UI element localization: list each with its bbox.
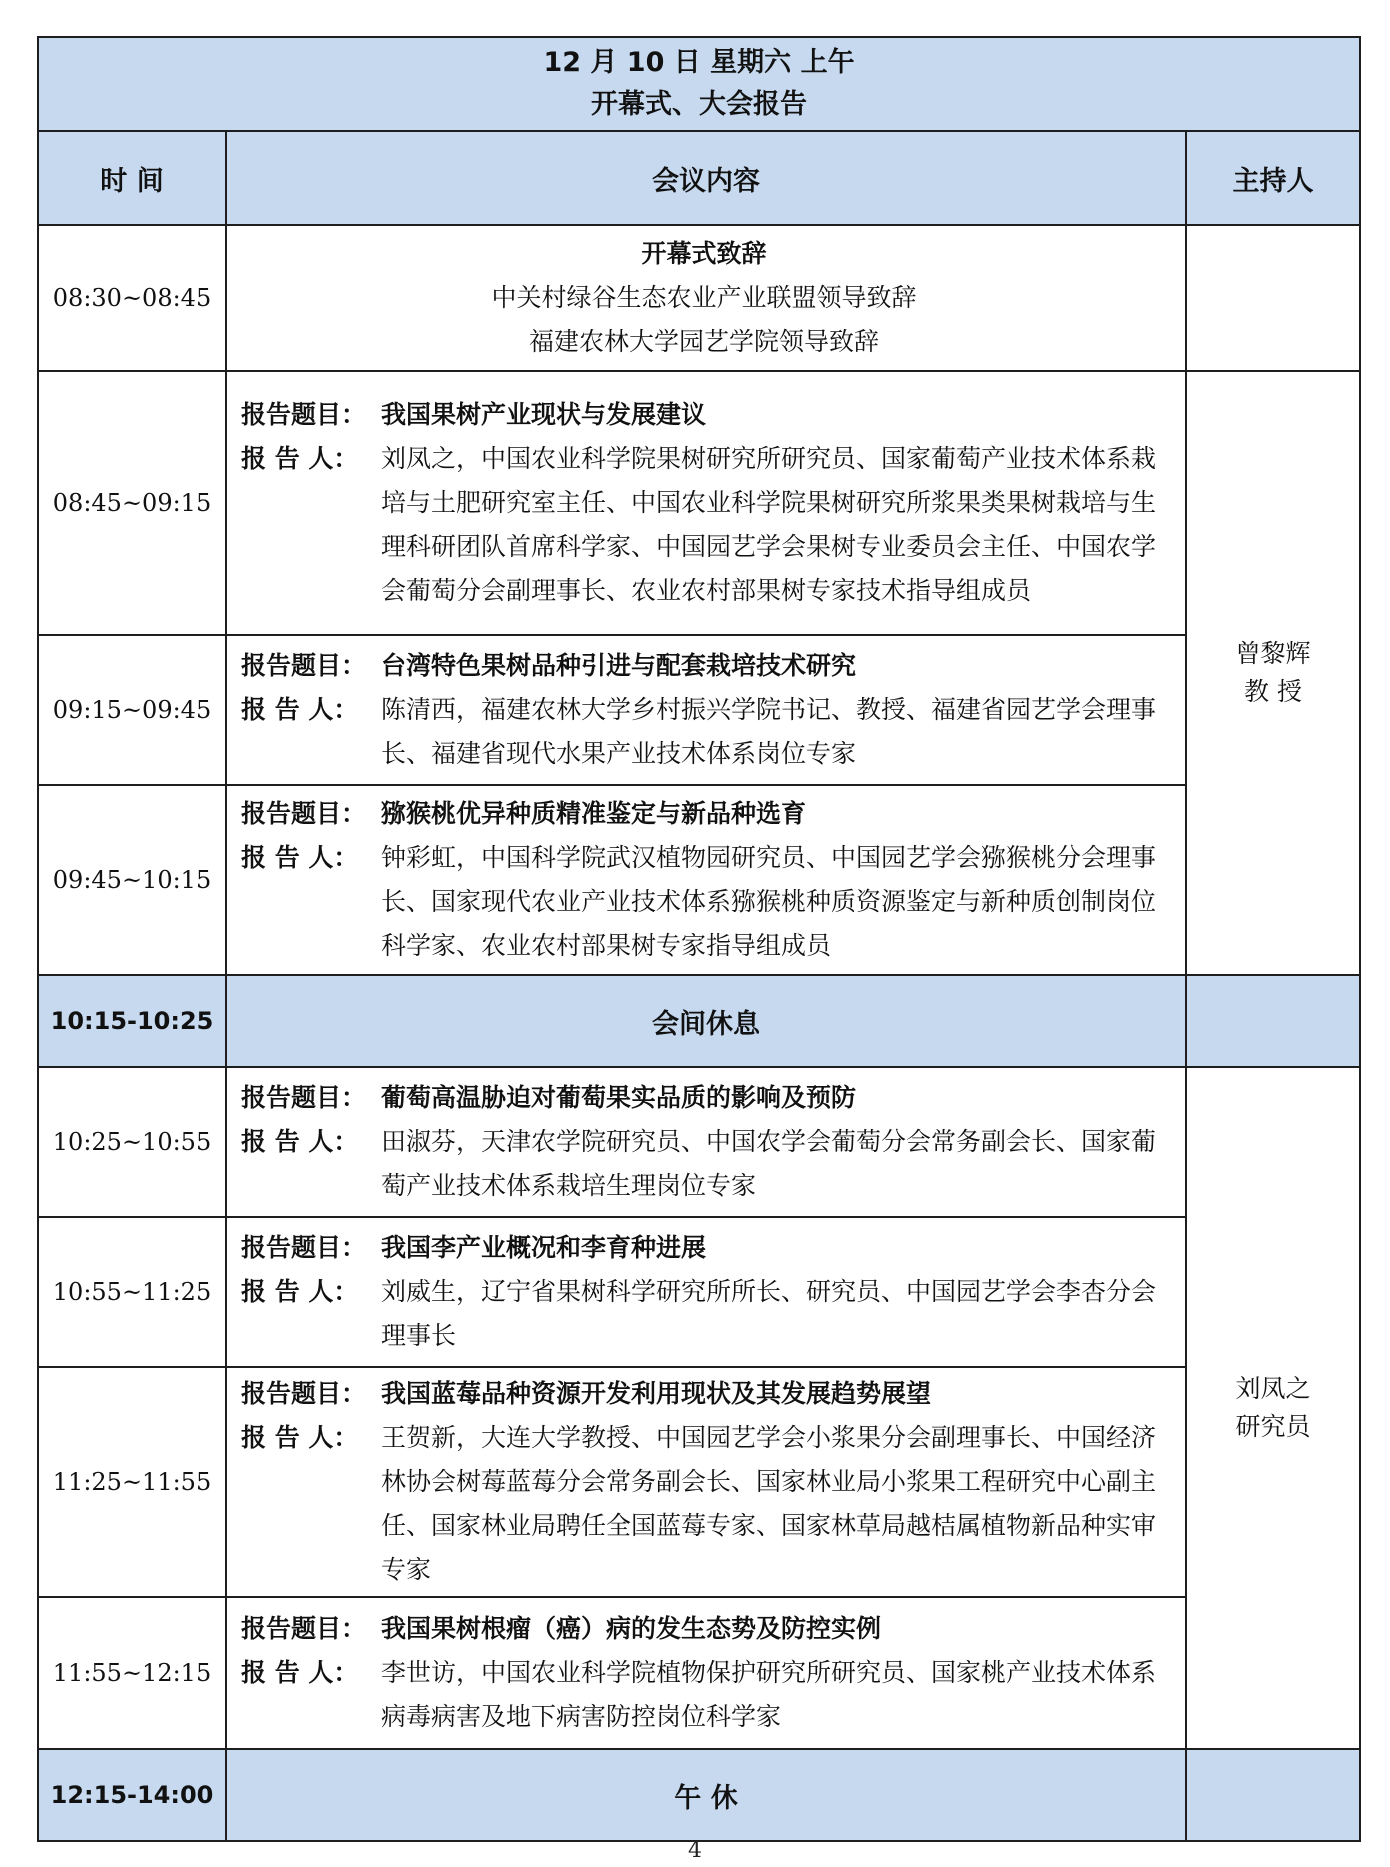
host-name: 曾黎辉 (1235, 639, 1311, 668)
talk-speaker: 陈清西，福建农林大学乡村振兴学院书记、教授、福建省园艺学会理事长、福建省现代水果产业技术体系岗位专家 (381, 695, 1157, 768)
host-title: 教 授 (1244, 677, 1302, 706)
break-time: 12:15-14:00 (38, 1749, 226, 1841)
time-cell: 09:45~10:15 (38, 785, 226, 975)
host-name: 刘凤之 (1235, 1374, 1311, 1403)
speaker-label: 报 告 人： (241, 1127, 359, 1156)
talk-row (38, 1367, 1360, 1597)
talk-row (38, 635, 1360, 785)
opening-line: 福建农林大学园艺学院领导致辞 (528, 327, 879, 356)
topic-label: 报告题目： (241, 1614, 367, 1643)
time-cell: 11:55~12:15 (38, 1597, 226, 1749)
speaker-label: 报 告 人： (241, 1658, 359, 1687)
talk-speaker: 刘威生，辽宁省果树科学研究所所长、研究员、中国园艺学会李杏分会理事长 (381, 1277, 1157, 1350)
talk-speaker: 刘凤之，中国农业科学院果树研究所研究员、国家葡萄产业技术体系栽培与土肥研究室主任、中国农业科学院果树研究所浆果类果树栽培与生理科研团队首席科学家、中国园艺学会果树专业委员会主任、中国农学会葡萄分会副理事长、农业农村部果树专家技术指导组成员 (381, 444, 1157, 605)
talk-speaker: 李世访，中国农业科学院植物保护研究所研究员、国家桃产业技术体系病毒病害及地下病害防控岗位科学家 (381, 1658, 1157, 1731)
talk-content (226, 1067, 1186, 1217)
topic-label: 报告题目： (241, 1083, 367, 1112)
topic-label: 报告题目： (241, 1379, 367, 1408)
topic-label: 报告题目： (241, 1233, 367, 1262)
col-header-content: 会议内容 (226, 131, 1186, 225)
talk-content (226, 1367, 1186, 1597)
opening-title: 开幕式致辞 (641, 239, 767, 268)
talk-topic: 猕猴桃优异种质精准鉴定与新品种选育 (381, 799, 807, 828)
break-time: 10:15-10:25 (38, 975, 226, 1067)
host-cell-empty (1186, 975, 1360, 1067)
column-header-row (38, 131, 1360, 225)
talk-topic: 我国果树根瘤（癌）病的发生态势及防控实例 (381, 1614, 882, 1643)
talk-row (38, 785, 1360, 975)
page-number: 4 (688, 1838, 702, 1863)
session-date: 12 月 10 日 星期六 上午 (543, 47, 855, 78)
break-row (38, 1749, 1360, 1841)
opening-row (38, 225, 1360, 371)
speaker-label: 报 告 人： (241, 695, 359, 724)
time-cell: 09:15~09:45 (38, 635, 226, 785)
topic-label: 报告题目： (241, 651, 367, 680)
session-header-row (38, 37, 1360, 131)
col-header-host: 主持人 (1186, 131, 1360, 225)
time-cell: 08:30~08:45 (38, 225, 226, 371)
host-cell-empty (1186, 1749, 1360, 1841)
talk-topic: 我国蓝莓品种资源开发利用现状及其发展趋势展望 (381, 1379, 932, 1408)
session-title: 开幕式、大会报告 (591, 89, 808, 120)
col-header-time: 时 间 (38, 131, 226, 225)
opening-line: 中关村绿谷生态农业产业联盟领导致辞 (491, 283, 917, 312)
time-cell: 10:55~11:25 (38, 1217, 226, 1367)
speaker-label: 报 告 人： (241, 843, 359, 872)
time-cell: 10:25~10:55 (38, 1067, 226, 1217)
talk-topic: 葡萄高温胁迫对葡萄果实品质的影响及预防 (381, 1083, 857, 1112)
talk-row (38, 1067, 1360, 1217)
talk-speaker: 王贺新，大连大学教授、中国园艺学会小浆果分会副理事长、中国经济林协会树莓蓝莓分会常务副会长、国家林业局小浆果工程研究中心副主任、国家林业局聘任全国蓝莓专家、国家林草局越桔属植物新品种实审专家 (381, 1423, 1157, 1584)
speaker-label: 报 告 人： (241, 1423, 359, 1452)
talk-content (226, 1217, 1186, 1367)
talk-content (226, 1597, 1186, 1749)
talk-speaker: 钟彩虹，中国科学院武汉植物园研究员、中国园艺学会猕猴桃分会理事长、国家现代农业产业技术体系猕猴桃种质资源鉴定与新种质创制岗位科学家、农业农村部果树专家指导组成员 (381, 843, 1157, 960)
topic-label: 报告题目： (241, 400, 367, 429)
talk-content (226, 635, 1186, 785)
talk-content (226, 371, 1186, 635)
talk-row (38, 1597, 1360, 1749)
talk-topic: 我国李产业概况和李育种进展 (381, 1233, 707, 1262)
talk-row (38, 371, 1360, 635)
host-cell (1186, 1067, 1360, 1749)
talk-row (38, 1217, 1360, 1367)
host-cell-empty (1186, 225, 1360, 371)
talk-content (226, 785, 1186, 975)
break-row (38, 975, 1360, 1067)
break-label: 午 休 (226, 1749, 1186, 1841)
opening-content (226, 225, 1186, 371)
session-header (38, 37, 1360, 131)
host-cell (1186, 371, 1360, 975)
talk-topic: 台湾特色果树品种引进与配套栽培技术研究 (381, 651, 857, 680)
host-title: 研究员 (1235, 1412, 1311, 1441)
speaker-label: 报 告 人： (241, 444, 359, 473)
schedule-table (37, 36, 1361, 1842)
time-cell: 08:45~09:15 (38, 371, 226, 635)
speaker-label: 报 告 人： (241, 1277, 359, 1306)
topic-label: 报告题目： (241, 799, 367, 828)
talk-topic: 我国果树产业现状与发展建议 (381, 400, 707, 429)
break-label: 会间休息 (226, 975, 1186, 1067)
time-cell: 11:25~11:55 (38, 1367, 226, 1597)
talk-speaker: 田淑芬，天津农学院研究员、中国农学会葡萄分会常务副会长、国家葡萄产业技术体系栽培生理岗位专家 (381, 1127, 1157, 1200)
